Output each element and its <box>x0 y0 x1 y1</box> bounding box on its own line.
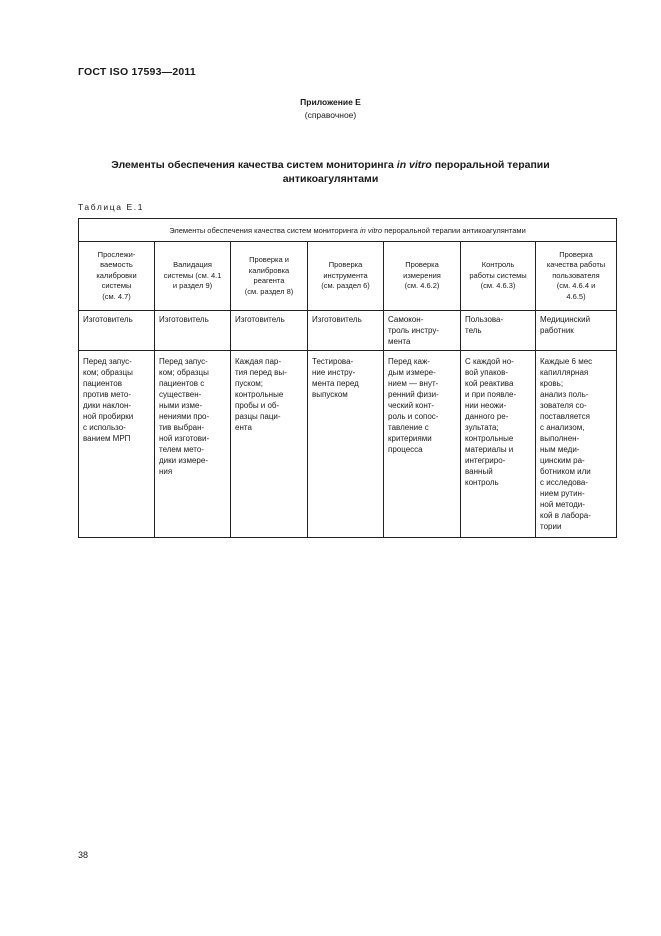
section-title-line2: антикоагулянтами <box>282 173 379 185</box>
section-title <box>90 158 571 186</box>
appendix-type: (справочное) <box>304 110 357 120</box>
table-cell: Пользова- тель <box>461 311 536 351</box>
table-cell: С каждой но- вой упаков- кой реактива и при появле- нии неожи- данного ре- зультата; контрольные материалы и интегриро- ванный контроль <box>461 351 536 538</box>
table-cell: Изготовитель <box>79 311 155 351</box>
appendix-title: Приложение Е <box>300 97 361 107</box>
caption-italic: in vitro <box>360 225 383 235</box>
section-title-part2: пероральной терапии <box>434 159 550 171</box>
table-label: Таблица Е.1 <box>78 202 145 212</box>
page-number: 38 <box>78 850 89 860</box>
table-cell: Перед запус- ком; образцы пациентов против мето- дики наклон- ной пробирки с использо- ванием МРП <box>79 351 155 538</box>
appendix-heading <box>0 96 661 122</box>
table-row-details <box>79 351 617 538</box>
caption-part2: пероральной терапии антикоагулянтами <box>384 225 526 235</box>
header-cell: Валидация системы (см. 4.1 и раздел 9) <box>155 242 231 311</box>
table-caption <box>79 219 617 242</box>
table-cell: Изготовитель <box>155 311 231 351</box>
document-standard-header: ГОСТ ISO 17593—2011 <box>78 66 196 78</box>
header-cell: Проверка и калибровка реагента (см. раздел 8) <box>231 242 308 311</box>
table-cell: Каждые 6 мес капиллярная кровь; анализ поль- зователя со- поставляется с анализом, выполнен- ным меди- цинским ра- ботником или с исследова- нием рутин- ной методи- кой в лабора- тории <box>536 351 617 538</box>
header-cell: Проверка инструмента (см. раздел 6) <box>308 242 384 311</box>
table-cell: Самокон- троль инстру- мента <box>384 311 461 351</box>
table-cell: Медицинский работник <box>536 311 617 351</box>
table-row-responsible <box>79 311 617 351</box>
table-cell: Изготовитель <box>308 311 384 351</box>
caption-part1: Элементы обеспечения качества систем мониторинга <box>169 225 358 235</box>
table-cell: Перед каж- дым измере- нием — внут- ренний физи- ческий конт- роль и сопос- тавление с критериями процесса <box>384 351 461 538</box>
header-cell: Прослежи- ваемость калибровки системы (см. 4.7) <box>79 242 155 311</box>
table-header-row <box>79 242 617 311</box>
section-title-part1: Элементы обеспечения качества систем мониторинга <box>111 159 394 171</box>
header-cell: Проверка качества работы пользователя (см. 4.6.4 и 4.6.5) <box>536 242 617 311</box>
header-cell: Контроль работы системы (см. 4.6.3) <box>461 242 536 311</box>
table-cell: Перед запус- ком; образцы пациентов с существен- ными изме- нениями про- тив выбран- ной изготови- телем мето- дики измере- ния <box>155 351 231 538</box>
table-cell: Каждая пар- тия перед вы- пуском; контрольные пробы и об- разцы паци- ента <box>231 351 308 538</box>
table-cell: Изготовитель <box>231 311 308 351</box>
table-cell: Тестирова- ние инстру- мента перед выпуском <box>308 351 384 538</box>
quality-elements-table <box>78 218 617 538</box>
section-title-italic: in vitro <box>396 159 432 171</box>
header-cell: Проверка измерения (см. 4.6.2) <box>384 242 461 311</box>
